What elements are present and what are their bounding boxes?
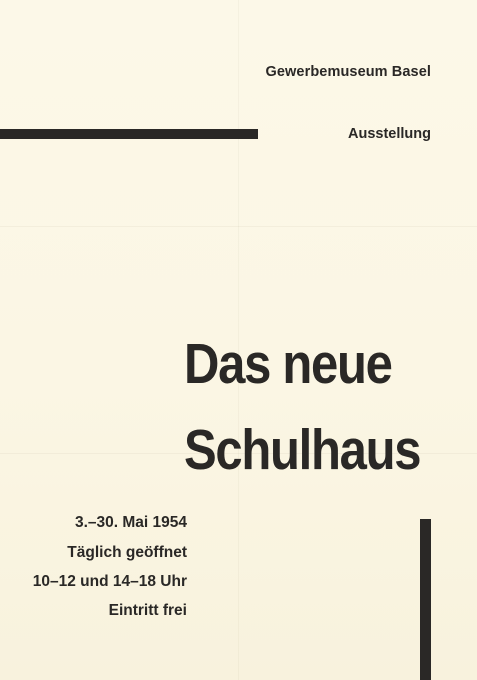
opening-hours: 10–12 und 14–18 Uhr	[32, 573, 187, 590]
opening-days: Täglich geöffnet	[67, 544, 187, 561]
admission-info: Eintritt frei	[108, 602, 187, 619]
museum-name: Gewerbemuseum Basel	[265, 64, 431, 80]
exhibition-label: Ausstellung	[348, 126, 431, 142]
vertical-rule-bar	[420, 519, 431, 680]
poster-title-line-1: Das neue	[184, 332, 392, 396]
exhibition-dates: 3.–30. Mai 1954	[74, 514, 187, 531]
poster-title-line-2: Schulhaus	[184, 418, 421, 482]
horizontal-rule-bar	[0, 129, 258, 139]
